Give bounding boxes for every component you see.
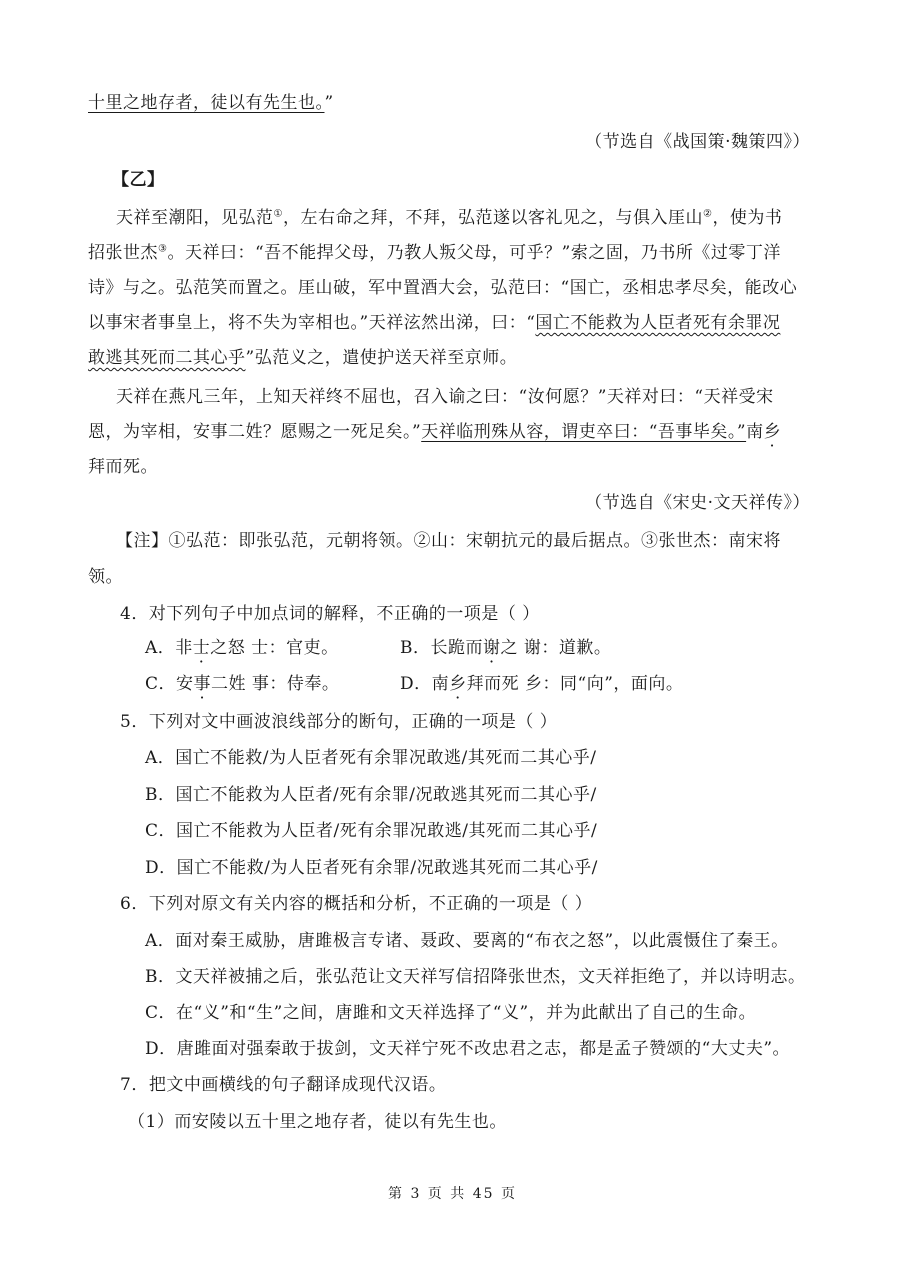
source-citation-a: （节选自《战国策·魏策四》） (585, 132, 810, 152)
question-5-option-a: A．国亡不能救/为人臣者死有余罪况敢逃/其死而二其心乎/ (145, 748, 597, 768)
question-5-option-b: B．国亡不能救为人臣者/死有余罪/况敢逃其死而二其心乎/ (145, 785, 597, 805)
underlined-sentence: 天祥临刑殊从容，谓吏卒曰：“吾事毕矣。” (421, 422, 747, 442)
passage-b-p1-line3: 诗》与之。弘范笑而置之。厓山破，军中置酒大会，弘范曰：“国亡，丞相忠孝尽矣，能改心 (88, 278, 798, 298)
question-6-option-b: B．文天祥被捕之后，张弘范让文天祥写信招降张世杰，文天祥拒绝了，并以诗明志。 (145, 967, 806, 987)
question-5-option-d: D．国亡不能救/为人臣者死有余罪/况敢逃其死而二其心乎/ (145, 858, 598, 878)
passage-b-p1-line4: 以事宋者事皇上，将不失为宰相也。”天祥泫然出涕，曰：“国亡不能救为人臣者死有余罪况 (88, 313, 781, 333)
passage-b-p2-line1: 天祥在燕凡三年，上知天祥终不屈也，召入谕之曰：“汝何愿？”天祥对曰：“天祥受宋 (116, 387, 774, 407)
passage-b-heading: 【乙】 (112, 170, 165, 190)
passage-b-p1-line5: 敢逃其死而二其心乎”弘范义之，遣使护送天祥至京师。 (88, 348, 518, 368)
question-7-stem: 7．把文中画横线的句子翻译成现代汉语。 (120, 1075, 447, 1095)
question-4-option-c: C．安事二姓 事：侍奉。 (145, 674, 340, 694)
underlined-sentence: 十里之地存者，徒以有先生也。 (88, 93, 325, 113)
question-4-stem: 4．对下列句子中加点词的解释，不正确的一项是（ ） (120, 604, 540, 624)
question-6-option-c: C．在“义”和“生”之间，唐雎和文天祥选择了“义”，并为此献出了自己的生命。 (145, 1003, 757, 1023)
source-citation-b: （节选自《宋史·文天祥传》） (585, 493, 810, 513)
question-4-option-b: B．长跪而谢之 谢：道歉。 (400, 638, 612, 658)
question-7-sub1: （1）而安陵以五十里之地存者，徒以有先生也。 (128, 1112, 507, 1132)
annotation-line1: 【注】①弘范：即张弘范，元朝将领。②山：宋朝抗元的最后据点。③张世杰：南宋将 (116, 531, 781, 551)
question-6-stem: 6．下列对原文有关内容的概括和分析，不正确的一项是（ ） (120, 894, 593, 914)
passage-b-p1-line1: 天祥至潮阳，见弘范①，左右命之拜，不拜，弘范遂以客礼见之，与俱入厓山②，使为书 (116, 208, 783, 228)
wavy-underlined-text: 敢逃其死而二其心乎 (88, 348, 246, 368)
passage-b-p2-line3: 拜而死。 (88, 457, 158, 477)
passage-b-p1-line2: 招张世杰③。天祥曰：“吾不能捍父母，乃教人叛父母，可乎？”索之固，乃书所《过零丁洋 (88, 243, 781, 263)
question-6-option-d: D．唐雎面对强秦敢于拔剑，文天祥宁死不改忠君之志，都是孟子赞颂的“大丈夫”。 (145, 1039, 791, 1059)
wavy-underlined-text: 国亡不能救为人臣者死有余罪况 (535, 313, 781, 333)
question-5-option-c: C．国亡不能救为人臣者/死有余罪况敢逃/其死而二其心乎/ (145, 821, 598, 841)
annotation-line2: 领。 (88, 567, 123, 587)
passage-b-p2-line2: 恩，为宰相，安事二姓？愿赐之一死足矣。”天祥临刑殊从容，谓吏卒曰：“吾事毕矣。”南乡 (88, 422, 782, 442)
page-footer: 第 3 页 共 45 页 (388, 1186, 517, 1202)
question-4-option-a: A．非士之怒 士：官吏。 (145, 638, 339, 658)
question-4-option-d: D．南乡拜而死 乡：同“向”，面向。 (400, 674, 684, 694)
question-6-option-a: A．面对秦王威胁，唐雎极言专诸、聂政、要离的“布衣之怒”，以此震慑住了秦王。 (145, 931, 789, 951)
question-5-stem: 5．下列对文中画波浪线部分的断句，正确的一项是（ ） (120, 712, 558, 732)
passage-a-last-line: 十里之地存者，徒以有先生也。” (88, 93, 334, 113)
